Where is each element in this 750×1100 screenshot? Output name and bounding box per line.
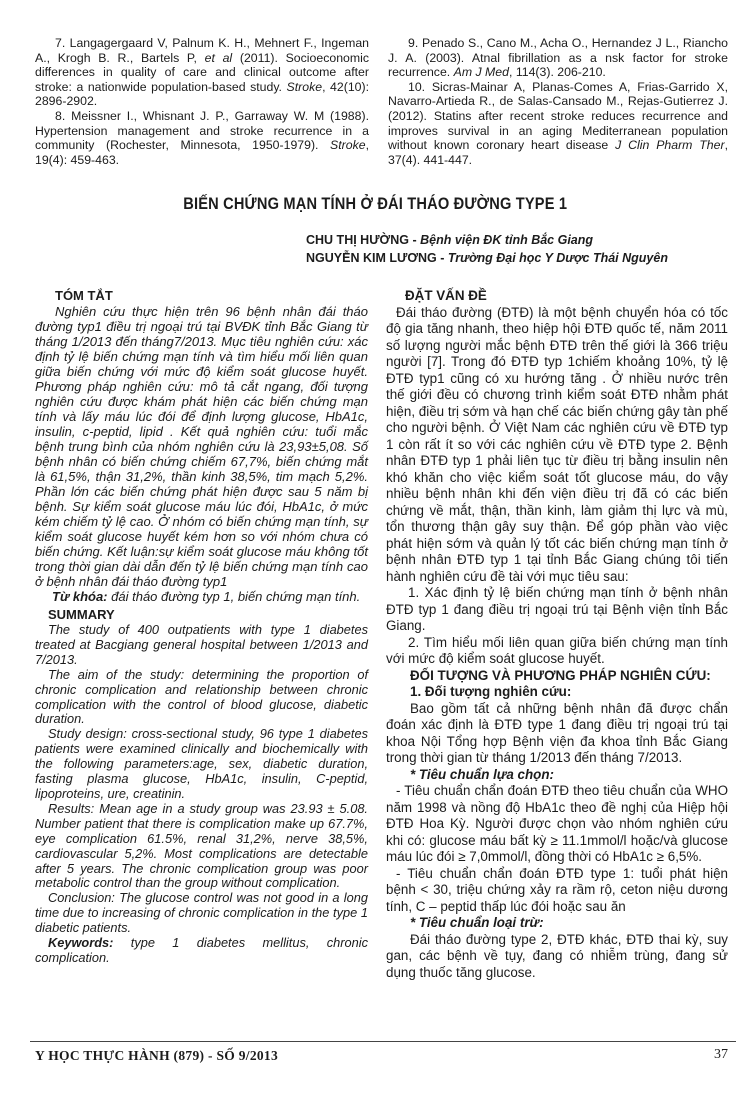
reference-text: (2011). Socioeconomic differences in quality of care and clinical outcome after stroke: a nationwide population-based study. — [35, 50, 369, 94]
reference-text: 8. Meissner I., Whisnant J. P., Garraway W. M (1988). Hypertension management and stroke recurrence in a community (Rochester, Minnesota, 1950-1979). — [35, 108, 369, 153]
author-line — [306, 249, 668, 267]
author-name: NGUYỄN KIM LƯƠNG — [306, 251, 437, 265]
author-separator: - — [436, 251, 448, 265]
abstract-vi-heading: TÓM TẮT — [55, 288, 113, 303]
reference-text: 7. Langagergaard V, Palnum K. H., Mehnert F., Ingeman A., Krogh B. R., Bartels P, — [35, 36, 369, 65]
reference-text: , 42(10): 2896-2902. — [35, 79, 370, 109]
reference-item — [388, 80, 728, 168]
reference-item — [35, 109, 369, 167]
reference-journal: Stroke — [330, 138, 366, 153]
objective-item: 2. Tìm hiểu mối liên quan giữa biến chứng mạn tính với mức độ kiểm soát glucose huyết. — [386, 634, 728, 666]
inclusion-criteria-item: - Tiêu chuẩn chẩn đoán ĐTĐ type 1: tuổi phát hiện bệnh < 30, triệu chứng xảy ra rầm rộ, ceton niệu dương tính, C – peptid thấp lúc đói hoặc sau ăn — [386, 865, 728, 914]
keywords-label: Keywords: — [48, 935, 114, 951]
reference-item — [388, 36, 728, 80]
article-title-container — [0, 194, 750, 214]
summary-keywords — [35, 936, 368, 966]
keywords-text: đái tháo đường typ 1, biến chứng mạn tính. — [111, 589, 361, 604]
article-title: BIẾN CHỨNG MẠN TÍNH Ở ĐÁI THÁO ĐƯỜNG TYPE 1 — [183, 194, 567, 213]
reference-text: 9. Penado S., Cano M., Acha O., Hernandez J L., Riancho J. A. (2003). Atnal fibrillation as a nsk factor for stroke recurrence. — [388, 36, 728, 80]
author-list — [306, 231, 668, 267]
abstract-vi-keywords — [35, 589, 368, 604]
abstract-en-heading: SUMMARY — [48, 607, 115, 622]
methods-heading: ĐỐI TƯỢNG VÀ PHƯƠNG PHÁP NGHIÊN CỨU: — [410, 667, 711, 683]
reference-column-left — [35, 36, 369, 167]
reference-column-right — [388, 36, 728, 167]
exclusion-criteria-text: Đái tháo đường type 2, ĐTĐ khác, ĐTĐ thai kỳ, suy gan, các bệnh về tụy, đang có nhiễm trùng, đang sử dụng thuốc tăng glucose. — [386, 931, 728, 980]
reference-journal: J Clin Pharm Ther — [615, 138, 725, 153]
reference-text: 10. Sicras-Mainar A, Planas-Comes A, Frias-Garrido X, Navarro-Artieda R., de Salas-Cansado M., Rejas-Gutierrez J. (2012). Statins after recent stroke reduces recurrence and improves survival in an aging Mediterranean population without known coronary heart disease — [388, 79, 728, 153]
summary-paragraph: Study design: cross-sectional study, 96 type 1 diabetes patients were examined clinically and biochemically with the following parameters:age, sex, diabetic duration, fasting plasma glucose, HbA1c, insulin, C-peptid, lipoproteins, ure, creatinin. — [35, 726, 368, 801]
exclusion-criteria-label: * Tiêu chuẩn loại trừ: — [410, 915, 544, 930]
methods-subheading: 1. Đối tượng nghiên cứu: — [410, 684, 572, 699]
introduction-heading: ĐẶT VẤN ĐỀ — [405, 288, 487, 303]
right-column — [386, 288, 728, 981]
reference-item — [35, 36, 369, 109]
summary-paragraph: Conclusion: The glucose control was not good in a long time due to increasing of chronic complication in the type 1 diabetic patients. — [35, 890, 368, 936]
summary-paragraph: Results: Mean age in a study group was 23.93 ± 5.08. Number patient that there is complication make up 67.7%, eye complication 61.5%, renal 31,2%, nerve 38,5%, cardiovascular 5,2%. Most complications are detectable after 5 years. The chronic complication group was poor metabolic control than the group without complication. — [35, 800, 368, 891]
reference-text: , 19(4): 459-463. — [35, 138, 369, 167]
footer-rule — [30, 1041, 736, 1042]
reference-list — [35, 36, 728, 167]
abstract-vi-text: Nghiên cứu thực hiện trên 96 bệnh nhân đái tháo đường typ1 điều trị ngoại trú tại BVĐK tỉnh Bắc Giang từ tháng 1/2013 đến tháng7/2013. Mục tiêu nghiên cứu: xác định tỷ lệ biến chứng mạn tính và tìm hiểu mối liên quan giữa biến chứng với mức độ kiểm soát glucose huyết. Phương pháp nghiên cứu: mô tả cắt ngang, đối tượng nghiên cứu được khám phát hiện các biến chứng mạn tính và lấy máu lúc đói để định lượng glucose, HbA1c, insulin, c-peptid, lipid . Kết quả nghiên cứu: tuổi mắc bệnh trung bình của nhóm nghiên cứu là 23,93±5,08. Số bệnh nhân có biến chứng chiếm 67,7%, biến chứng mắt là 61,5%, thận 31,2%, thần kinh 38,5%, tim mạch 5,2%. Phần lớn các biến chứng phát hiện được sau 5 năm bị bệnh. Sự kiểm soát glucose máu lúc đói, HbA1c, ở mức kém chiếm tỷ lệ cao. Ở nhóm có biến chứng mạn tính, sự kiểm soát glucose huyết kém hơn so với nhóm chưa có biến chứng. Kết luận:sự kiểm soát glucose máu không tốt trong thời gian dài dẫn đến tỷ lệ biến chứng mạn tính cao ở bệnh nhân đái tháo đường typ1 — [35, 304, 368, 589]
inclusion-criteria-label: * Tiêu chuẩn lựa chọn: — [410, 766, 554, 782]
keywords-label: Từ khóa: — [52, 589, 108, 604]
author-name: CHU THỊ HƯỜNG — [306, 233, 409, 247]
inclusion-criteria-item: - Tiêu chuẩn chẩn đoán ĐTĐ theo tiêu chuẩn của WHO năm 1998 và nồng độ HbA1c theo đề nghị của Hiệp hội ĐTĐ Hoa Kỳ. Người được chọn vào nhóm nghiên cứu khi có: glucose máu bất kỳ ≥ 11.1mmol/l hoặc/và glucose máu lúc đói ≥ 7,0mmol/l, đồng thời có HbA1c ≥ 6,5%. — [386, 783, 728, 864]
objective-item: 1. Xác định tỷ lệ biến chứng mạn tính ở bệnh nhân ĐTĐ typ 1 đang điều trị ngoại trú tại Bệnh viện tỉnh Bắc Giang. — [386, 585, 728, 633]
footer-journal-name: Y HỌC THỰC HÀNH (879) - SỐ 9/2013 — [35, 1048, 279, 1063]
page-number: 37 — [714, 1047, 728, 1062]
reference-text: , 37(4). 441-447. — [388, 138, 728, 167]
author-separator: - — [408, 233, 421, 247]
reference-italic: et al — [204, 50, 233, 65]
author-affiliation: Bệnh viện ĐK tỉnh Bắc Giang — [420, 233, 594, 247]
subjects-paragraph: Bao gồm tất cả những bệnh nhân đã được chẩn đoán xác định là ĐTĐ type 1 đang điều trị ngoại trú tại khoa Nội Tổng hợp Bệnh viện đa khoa tỉnh Bắc Giang trong thời gian từ tháng 1/2013 đến tháng 7/2013. — [386, 700, 728, 765]
reference-journal: Am J Med — [453, 65, 509, 80]
left-column — [35, 288, 368, 966]
summary-paragraph: The study of 400 outpatients with type 1 diabetes treated at Bacgiang general hospital between 1/2013 and 7/2013. — [35, 622, 368, 667]
reference-text: , 114(3). 206-210. — [508, 65, 606, 80]
keywords-text: type 1 diabetes mellitus, chronic complication. — [35, 935, 368, 965]
author-line — [306, 231, 668, 249]
reference-journal: Stroke — [286, 79, 323, 94]
summary-paragraph: The aim of the study: determining the proportion of chronic complication and relationship between chronic complication with the control of blood glucose, diabetic duration. — [35, 666, 368, 727]
introduction-paragraph: Đái tháo đường (ĐTĐ) là một bệnh chuyển hóa có tốc độ gia tăng nhanh, theo hiệp hội ĐTĐ quốc tế, năm 2011 số lượng người mắc bệnh ĐTĐ trên thế giới là 366 triệu người [7]. Trong đó ĐTĐ typ 1chiếm khoảng 10%, tỷ lệ ĐTĐ typ1 cũng có xu hướng tăng . Ở nhiều nước trên thế giới đều có chương trình kiểm soát ĐTĐ nhằm phát hiện, điều trị sớm và hạn chế các biến chứng gây tàn phế cho người bệnh. Ở Việt Nam các nghiên cứu về ĐTĐ typ 1 còn rất ít so với các nghiên cứu về ĐTĐ type 2. Bệnh nhân ĐTĐ typ 1 phải liên tục từ điều trị bằng insulin nên khó khăn cho việc kiểm soát tốt glucose máu, do vậy nhiều bệnh nhân khi đến viện điều trị đã có các biến chứng về mắt, thận, thần kinh, làm giảm thị lực và mù, tổn thương thận gây suy thận. Để góp phần vào việc phát hiện sớm và quản lý tốt các biến chứng mạn tính ở bệnh nhân ĐTĐ typ 1 tại tỉnh Bắc Giang chúng tôi tiến hành nghiên cứu đề tài với mục tiêu sau: — [386, 304, 728, 584]
author-affiliation: Trường Đại học Y Dược Thái Nguyên — [447, 251, 668, 265]
